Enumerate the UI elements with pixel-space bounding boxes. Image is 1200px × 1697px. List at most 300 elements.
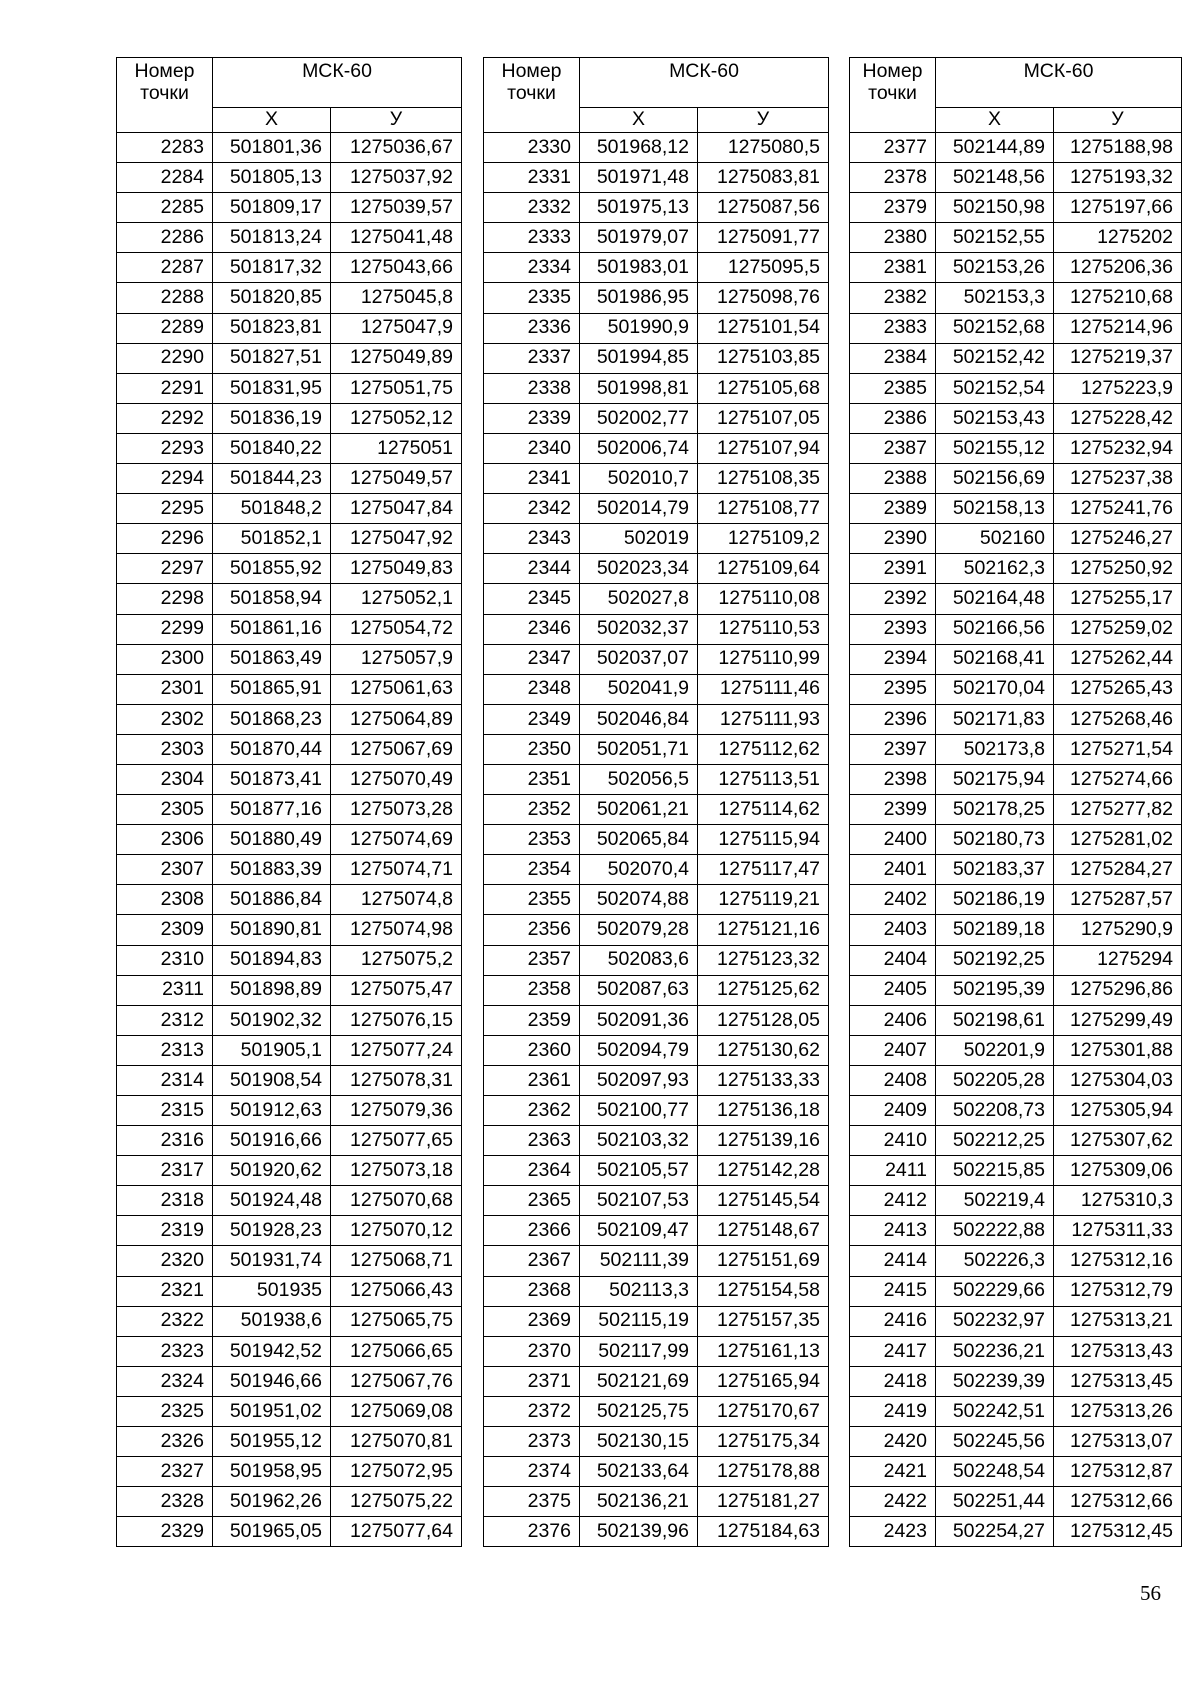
- x-coordinate-cell: 502183,37: [936, 855, 1054, 885]
- coordinate-system-header: МСК-60: [580, 58, 829, 108]
- point-number-cell: 2308: [117, 885, 213, 915]
- point-number-cell: 2329: [117, 1517, 213, 1547]
- x-coordinate-cell: 502153,3: [936, 283, 1054, 313]
- point-number-cell: 2284: [117, 163, 213, 193]
- table-row: [117, 1186, 462, 1216]
- point-number-cell: 2286: [117, 223, 213, 253]
- y-coordinate-cell: 1275296,86: [1054, 975, 1182, 1005]
- point-number-cell: 2357: [484, 945, 580, 975]
- table-row: [484, 433, 829, 463]
- y-coordinate-cell: 1275107,05: [698, 403, 829, 433]
- y-coordinate-cell: 1275054,72: [331, 614, 462, 644]
- table-row: [850, 674, 1182, 704]
- table-row: [850, 764, 1182, 794]
- x-coordinate-cell: 502023,34: [580, 554, 698, 584]
- y-coordinate-cell: 1275299,49: [1054, 1005, 1182, 1035]
- x-coordinate-cell: 501817,32: [213, 253, 331, 283]
- table-row: [484, 1186, 829, 1216]
- x-coordinate-cell: 502168,41: [936, 644, 1054, 674]
- y-coordinate-cell: 1275274,66: [1054, 764, 1182, 794]
- x-coordinate-cell: 502152,55: [936, 223, 1054, 253]
- y-coordinate-cell: 1275313,45: [1054, 1366, 1182, 1396]
- table-row: [484, 343, 829, 373]
- x-coordinate-cell: 502111,39: [580, 1246, 698, 1276]
- y-coordinate-cell: 1275157,35: [698, 1306, 829, 1336]
- point-number-cell: 2416: [850, 1306, 936, 1336]
- x-coordinate-cell: 502254,27: [936, 1517, 1054, 1547]
- table-row: [850, 704, 1182, 734]
- point-number-cell: 2394: [850, 644, 936, 674]
- point-number-cell: 2325: [117, 1396, 213, 1426]
- point-number-cell: 2295: [117, 494, 213, 524]
- point-number-cell: 2330: [484, 133, 580, 163]
- point-number-cell: 2392: [850, 584, 936, 614]
- coordinates-table-1: [116, 57, 462, 1547]
- x-coordinate-cell: 502014,79: [580, 494, 698, 524]
- y-coordinate-cell: 1275075,22: [331, 1487, 462, 1517]
- point-number-cell: 2355: [484, 885, 580, 915]
- x-coordinate-cell: 502160: [936, 524, 1054, 554]
- table-row: [117, 1156, 462, 1186]
- point-number-cell: 2399: [850, 795, 936, 825]
- point-number-cell: 2414: [850, 1246, 936, 1276]
- x-coordinate-cell: 501935: [213, 1276, 331, 1306]
- x-coordinate-cell: 501858,94: [213, 584, 331, 614]
- coordinates-table-2: [483, 57, 829, 1547]
- x-coordinate-cell: 502153,43: [936, 403, 1054, 433]
- point-number-cell: 2420: [850, 1427, 936, 1457]
- x-coordinate-cell: 502164,48: [936, 584, 1054, 614]
- table-row: [484, 1005, 829, 1035]
- y-coordinate-cell: 1275145,54: [698, 1186, 829, 1216]
- table-row: [850, 554, 1182, 584]
- table-row: [117, 1366, 462, 1396]
- y-coordinate-cell: 1275067,69: [331, 734, 462, 764]
- x-coordinate-cell: 502144,89: [936, 133, 1054, 163]
- y-coordinate-cell: 1275049,83: [331, 554, 462, 584]
- table-row: [484, 313, 829, 343]
- y-coordinate-cell: 1275077,64: [331, 1517, 462, 1547]
- table-row: [117, 885, 462, 915]
- x-coordinate-cell: 502079,28: [580, 915, 698, 945]
- y-coordinate-cell: 1275193,32: [1054, 163, 1182, 193]
- x-coordinate-cell: 502133,64: [580, 1457, 698, 1487]
- y-coordinate-cell: 1275255,17: [1054, 584, 1182, 614]
- x-coordinate-cell: 501983,01: [580, 253, 698, 283]
- y-coordinate-cell: 1275304,03: [1054, 1065, 1182, 1095]
- point-number-cell: 2331: [484, 163, 580, 193]
- point-number-cell: 2304: [117, 764, 213, 794]
- table-row: [117, 1306, 462, 1336]
- table-row: [850, 1096, 1182, 1126]
- x-coordinate-cell: 502198,61: [936, 1005, 1054, 1035]
- table-row: [850, 825, 1182, 855]
- table-row: [484, 825, 829, 855]
- y-coordinate-cell: 1275109,64: [698, 554, 829, 584]
- x-coordinate-cell: 501971,48: [580, 163, 698, 193]
- point-number-cell: 2400: [850, 825, 936, 855]
- x-coordinate-cell: 502153,26: [936, 253, 1054, 283]
- x-coordinate-cell: 502222,88: [936, 1216, 1054, 1246]
- y-coordinate-cell: 1275105,68: [698, 373, 829, 403]
- point-number-cell: 2301: [117, 674, 213, 704]
- y-coordinate-cell: 1275070,49: [331, 764, 462, 794]
- point-number-cell: 2348: [484, 674, 580, 704]
- point-number-cell: 2373: [484, 1427, 580, 1457]
- point-number-cell: 2346: [484, 614, 580, 644]
- point-number-cell: 2361: [484, 1065, 580, 1095]
- point-number-cell: 2349: [484, 704, 580, 734]
- y-coordinate-cell: 1275119,21: [698, 885, 829, 915]
- table-row: [117, 915, 462, 945]
- x-coordinate-cell: 502032,37: [580, 614, 698, 644]
- y-coordinate-cell: 1275178,88: [698, 1457, 829, 1487]
- table-row: [484, 403, 829, 433]
- x-coordinate-cell: 502150,98: [936, 193, 1054, 223]
- point-number-cell: 2377: [850, 133, 936, 163]
- x-coordinate-cell: 502242,51: [936, 1396, 1054, 1426]
- y-coordinate-cell: 1275312,16: [1054, 1246, 1182, 1276]
- y-coordinate-cell: 1275079,36: [331, 1096, 462, 1126]
- x-coordinate-cell: 502091,36: [580, 1005, 698, 1035]
- x-coordinate-cell: 502232,97: [936, 1306, 1054, 1336]
- point-number-cell: 2294: [117, 464, 213, 494]
- point-number-cell: 2350: [484, 734, 580, 764]
- y-coordinate-cell: 1275072,95: [331, 1457, 462, 1487]
- point-number-cell: 2390: [850, 524, 936, 554]
- table-row: [850, 223, 1182, 253]
- x-coordinate-cell: 501880,49: [213, 825, 331, 855]
- table-row: [850, 915, 1182, 945]
- x-coordinate-cell: 502074,88: [580, 885, 698, 915]
- x-coordinate-cell: 501840,22: [213, 433, 331, 463]
- y-coordinate-cell: 1275066,43: [331, 1276, 462, 1306]
- x-coordinate-cell: 501877,16: [213, 795, 331, 825]
- y-coordinate-cell: 1275268,46: [1054, 704, 1182, 734]
- point-number-cell: 2389: [850, 494, 936, 524]
- point-number-cell: 2419: [850, 1396, 936, 1426]
- y-coordinate-cell: 1275039,57: [331, 193, 462, 223]
- y-coordinate-cell: 1275175,34: [698, 1427, 829, 1457]
- table-row: [484, 1216, 829, 1246]
- point-number-cell: 2300: [117, 644, 213, 674]
- table-row: [117, 1126, 462, 1156]
- table-row: [117, 343, 462, 373]
- x-coordinate-cell: 501990,9: [580, 313, 698, 343]
- table-row: [850, 163, 1182, 193]
- x-coordinate-cell: 502097,93: [580, 1065, 698, 1095]
- x-coordinate-cell: 502166,56: [936, 614, 1054, 644]
- table-row: [117, 825, 462, 855]
- table-row: [117, 975, 462, 1005]
- y-coordinate-cell: 1275290,9: [1054, 915, 1182, 945]
- y-coordinate-cell: 1275095,5: [698, 253, 829, 283]
- x-coordinate-cell: 501827,51: [213, 343, 331, 373]
- y-coordinate-cell: 1275074,8: [331, 885, 462, 915]
- point-number-cell: 2298: [117, 584, 213, 614]
- x-coordinate-cell: 501883,39: [213, 855, 331, 885]
- point-number-cell: 2333: [484, 223, 580, 253]
- x-coordinate-cell: 502239,39: [936, 1366, 1054, 1396]
- x-coordinate-cell: 502087,63: [580, 975, 698, 1005]
- header-row: [850, 58, 1182, 108]
- point-number-cell: 2422: [850, 1487, 936, 1517]
- y-coordinate-cell: 1275057,9: [331, 644, 462, 674]
- table-row: [850, 253, 1182, 283]
- x-coordinate-cell: 502019: [580, 524, 698, 554]
- point-number-cell: 2312: [117, 1005, 213, 1035]
- point-number-cell: 2368: [484, 1276, 580, 1306]
- x-coordinate-cell: 502170,04: [936, 674, 1054, 704]
- table-row: [850, 313, 1182, 343]
- x-coordinate-cell: 502113,3: [580, 1276, 698, 1306]
- table-row: [850, 524, 1182, 554]
- point-number-cell: 2385: [850, 373, 936, 403]
- x-coordinate-cell: 501805,13: [213, 163, 331, 193]
- point-number-cell: 2381: [850, 253, 936, 283]
- point-number-cell: 2345: [484, 584, 580, 614]
- y-coordinate-cell: 1275125,62: [698, 975, 829, 1005]
- point-number-cell: 2391: [850, 554, 936, 584]
- x-coordinate-cell: 502070,4: [580, 855, 698, 885]
- y-coordinate-cell: 1275232,94: [1054, 433, 1182, 463]
- point-number-cell: 2388: [850, 464, 936, 494]
- y-coordinate-cell: 1275148,67: [698, 1216, 829, 1246]
- point-number-cell: 2347: [484, 644, 580, 674]
- point-number-cell: 2297: [117, 554, 213, 584]
- x-coordinate-cell: 502192,25: [936, 945, 1054, 975]
- y-coordinate-cell: 1275307,62: [1054, 1126, 1182, 1156]
- x-coordinate-cell: 502136,21: [580, 1487, 698, 1517]
- x-coordinate-cell: 501916,66: [213, 1126, 331, 1156]
- table-row: [484, 1457, 829, 1487]
- table-row: [484, 1517, 829, 1547]
- point-number-cell: 2303: [117, 734, 213, 764]
- table-row: [850, 1487, 1182, 1517]
- y-coordinate-cell: 1275052,12: [331, 403, 462, 433]
- table-row: [484, 163, 829, 193]
- y-coordinate-cell: 1275223,9: [1054, 373, 1182, 403]
- point-number-cell: 2366: [484, 1216, 580, 1246]
- y-coordinate-cell: 1275077,65: [331, 1126, 462, 1156]
- table-row: [850, 1427, 1182, 1457]
- table-row: [117, 1396, 462, 1426]
- table-row: [850, 1216, 1182, 1246]
- table-row: [484, 464, 829, 494]
- table-row: [850, 1457, 1182, 1487]
- x-coordinate-cell: 501994,85: [580, 343, 698, 373]
- table-row: [117, 373, 462, 403]
- y-coordinate-cell: 1275206,36: [1054, 253, 1182, 283]
- y-coordinate-cell: 1275262,44: [1054, 644, 1182, 674]
- table-row: [117, 1336, 462, 1366]
- x-coordinate-cell: 502010,7: [580, 464, 698, 494]
- table-row: [117, 1035, 462, 1065]
- y-coordinate-cell: 1275075,47: [331, 975, 462, 1005]
- table-row: [850, 734, 1182, 764]
- y-coordinate-cell: 1275311,33: [1054, 1216, 1182, 1246]
- y-coordinate-cell: 1275111,46: [698, 674, 829, 704]
- point-number-cell: 2291: [117, 373, 213, 403]
- x-coordinate-cell: 502162,3: [936, 554, 1054, 584]
- y-coordinate-cell: 1275036,67: [331, 133, 462, 163]
- table-row: [117, 313, 462, 343]
- table-row: [484, 945, 829, 975]
- y-coordinate-cell: 1275077,24: [331, 1035, 462, 1065]
- point-number-cell: 2310: [117, 945, 213, 975]
- x-coordinate-cell: 502219,4: [936, 1186, 1054, 1216]
- point-number-cell: 2384: [850, 343, 936, 373]
- point-number-cell: 2287: [117, 253, 213, 283]
- y-coordinate-cell: 1275271,54: [1054, 734, 1182, 764]
- x-coordinate-cell: 501852,1: [213, 524, 331, 554]
- table-row: [850, 855, 1182, 885]
- table-row: [484, 193, 829, 223]
- table-row: [850, 1156, 1182, 1186]
- table-row: [484, 524, 829, 554]
- x-coordinate-cell: 502105,57: [580, 1156, 698, 1186]
- x-coordinate-cell: 502205,28: [936, 1065, 1054, 1095]
- point-number-cell: 2323: [117, 1336, 213, 1366]
- x-coordinate-cell: 502109,47: [580, 1216, 698, 1246]
- x-coordinate-cell: 502180,73: [936, 825, 1054, 855]
- point-number-cell: 2314: [117, 1065, 213, 1095]
- point-number-cell: 2332: [484, 193, 580, 223]
- point-number-cell: 2328: [117, 1487, 213, 1517]
- point-number-cell: 2367: [484, 1246, 580, 1276]
- x-coordinate-cell: 502186,19: [936, 885, 1054, 915]
- table-row: [117, 1005, 462, 1035]
- table-row: [850, 1005, 1182, 1035]
- y-header: У: [1054, 108, 1182, 133]
- table-row: [850, 885, 1182, 915]
- table-row: [117, 403, 462, 433]
- x-coordinate-cell: 501809,17: [213, 193, 331, 223]
- table-row: [117, 1065, 462, 1095]
- y-coordinate-cell: 1275074,71: [331, 855, 462, 885]
- point-number-cell: 2352: [484, 795, 580, 825]
- x-coordinate-cell: 502046,84: [580, 704, 698, 734]
- x-coordinate-cell: 502152,54: [936, 373, 1054, 403]
- table-row: [484, 674, 829, 704]
- table-row: [850, 1276, 1182, 1306]
- x-coordinate-cell: 502229,66: [936, 1276, 1054, 1306]
- x-coordinate-cell: 501870,44: [213, 734, 331, 764]
- table-row: [484, 1246, 829, 1276]
- x-coordinate-cell: 501938,6: [213, 1306, 331, 1336]
- y-coordinate-cell: 1275098,76: [698, 283, 829, 313]
- table-row: [117, 163, 462, 193]
- table-row: [484, 1276, 829, 1306]
- point-number-cell: 2338: [484, 373, 580, 403]
- point-number-header: Номер точки: [850, 58, 936, 133]
- x-coordinate-cell: 502201,9: [936, 1035, 1054, 1065]
- y-coordinate-cell: 1275313,21: [1054, 1306, 1182, 1336]
- x-coordinate-cell: 502139,96: [580, 1517, 698, 1547]
- table-row: [484, 644, 829, 674]
- header-row: [484, 58, 829, 108]
- y-coordinate-cell: 1275111,93: [698, 704, 829, 734]
- point-number-cell: 2327: [117, 1457, 213, 1487]
- point-number-cell: 2336: [484, 313, 580, 343]
- y-coordinate-cell: 1275161,13: [698, 1336, 829, 1366]
- y-coordinate-cell: 1275115,94: [698, 825, 829, 855]
- x-coordinate-cell: 502212,25: [936, 1126, 1054, 1156]
- point-number-cell: 2317: [117, 1156, 213, 1186]
- x-coordinate-cell: 502065,84: [580, 825, 698, 855]
- y-coordinate-cell: 1275047,9: [331, 313, 462, 343]
- table-row: [850, 1246, 1182, 1276]
- y-coordinate-cell: 1275312,87: [1054, 1457, 1182, 1487]
- point-number-cell: 2372: [484, 1396, 580, 1426]
- point-number-cell: 2319: [117, 1216, 213, 1246]
- y-coordinate-cell: 1275312,66: [1054, 1487, 1182, 1517]
- x-coordinate-cell: 501898,89: [213, 975, 331, 1005]
- table-row: [484, 704, 829, 734]
- table-row: [117, 674, 462, 704]
- x-coordinate-cell: 501912,63: [213, 1096, 331, 1126]
- table-row: [117, 734, 462, 764]
- point-number-cell: 2375: [484, 1487, 580, 1517]
- table-row: [850, 975, 1182, 1005]
- point-number-cell: 2398: [850, 764, 936, 794]
- y-coordinate-cell: 1275037,92: [331, 163, 462, 193]
- page-number: 56: [1140, 1581, 1161, 1605]
- x-coordinate-cell: 501831,95: [213, 373, 331, 403]
- x-coordinate-cell: 501931,74: [213, 1246, 331, 1276]
- point-number-cell: 2311: [117, 975, 213, 1005]
- point-number-cell: 2353: [484, 825, 580, 855]
- point-number-cell: 2380: [850, 223, 936, 253]
- table-row: [850, 464, 1182, 494]
- y-coordinate-cell: 1275045,8: [331, 283, 462, 313]
- point-number-cell: 2321: [117, 1276, 213, 1306]
- point-number-cell: 2405: [850, 975, 936, 1005]
- table-row: [484, 975, 829, 1005]
- x-coordinate-cell: 502152,42: [936, 343, 1054, 373]
- table-row: [850, 1065, 1182, 1095]
- table-row: [850, 795, 1182, 825]
- table-row: [484, 795, 829, 825]
- table-row: [850, 1336, 1182, 1366]
- table-row: [484, 133, 829, 163]
- point-number-cell: 2351: [484, 764, 580, 794]
- point-number-cell: 2406: [850, 1005, 936, 1035]
- point-number-cell: 2383: [850, 313, 936, 343]
- y-coordinate-cell: 1275184,63: [698, 1517, 829, 1547]
- point-number-cell: 2337: [484, 343, 580, 373]
- x-header: X: [580, 108, 698, 133]
- y-coordinate-cell: 1275202: [1054, 223, 1182, 253]
- x-coordinate-cell: 502041,9: [580, 674, 698, 704]
- x-coordinate-cell: 501813,24: [213, 223, 331, 253]
- y-coordinate-cell: 1275069,08: [331, 1396, 462, 1426]
- table-row: [850, 1186, 1182, 1216]
- y-coordinate-cell: 1275065,75: [331, 1306, 462, 1336]
- y-coordinate-cell: 1275049,57: [331, 464, 462, 494]
- y-header: У: [698, 108, 829, 133]
- table-row: [850, 1126, 1182, 1156]
- table-row: [850, 343, 1182, 373]
- table-row: [484, 885, 829, 915]
- y-coordinate-cell: 1275284,27: [1054, 855, 1182, 885]
- table-row: [117, 1487, 462, 1517]
- table-row: [117, 433, 462, 463]
- point-number-cell: 2395: [850, 674, 936, 704]
- y-coordinate-cell: 1275165,94: [698, 1366, 829, 1396]
- point-number-cell: 2396: [850, 704, 936, 734]
- table-row: [850, 283, 1182, 313]
